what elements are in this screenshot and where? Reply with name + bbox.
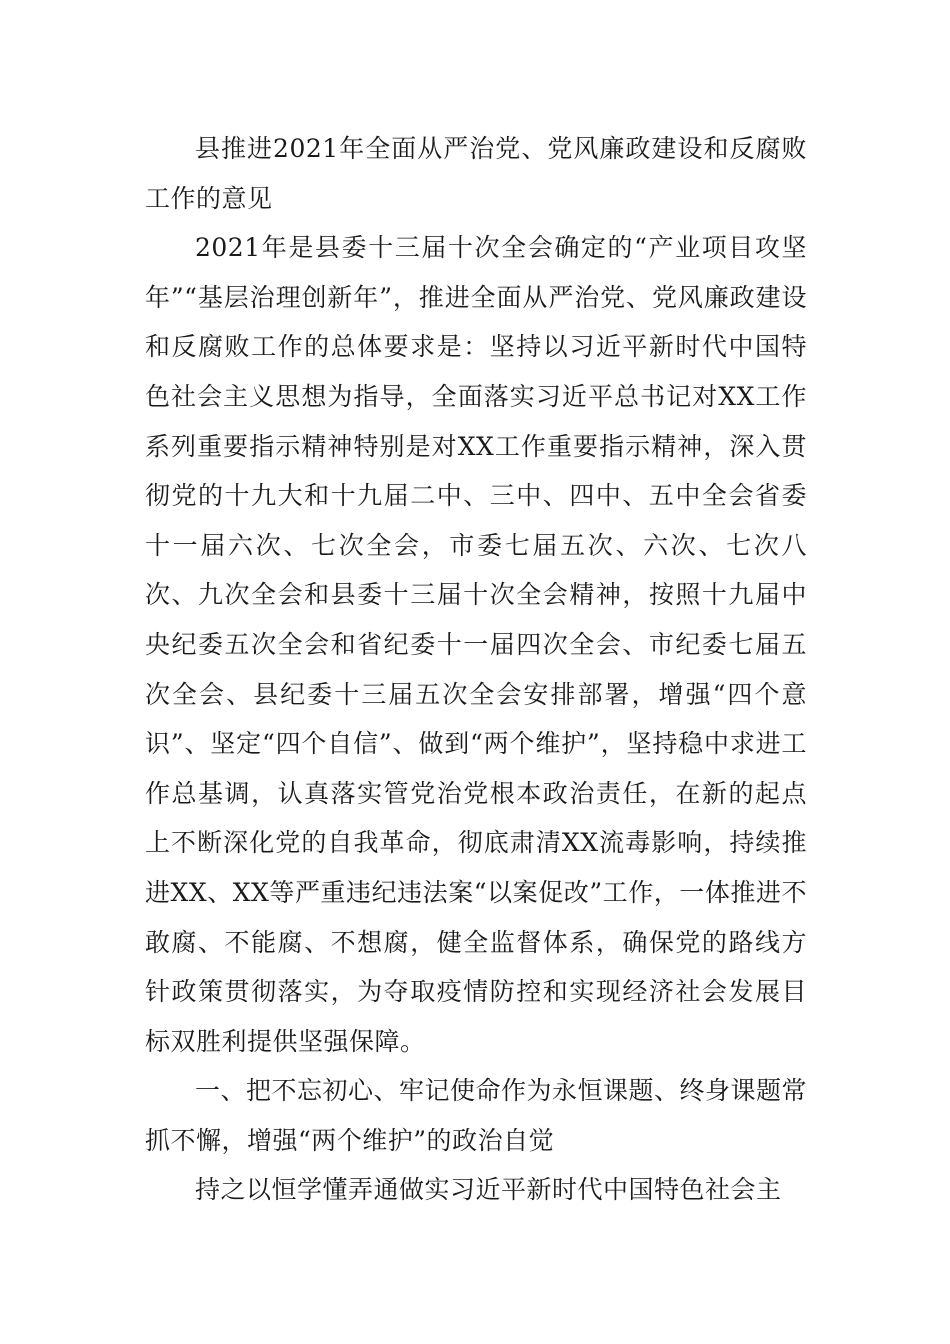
paragraph-intro: 2021年是县委十三届十次全会确定的“产业项目攻坚年”“基层治理创新年”，推进全面从严治党、党风廉政建设和反腐败工作的总体要求是：坚持以习近平新时代中国特色社会主义思想为指导，全面落实习近平总书记对XX工作系列重要指示精神特别是对XX工作重要指示精神，深入贯彻党的十九大和十九届二中、三中、四中、五中全会省委十一届六次、七次全会，市委七届五次、六次、七次八次、九次全会和县委十三届十次全会精神，按照十九届中央纪委五次全会和省纪委十一届四次全会、市纪委七届五次全会、县纪委十三届五次全会安排部署，增强“四个意识”、坚定“四个自信”、做到“两个维护”，坚持稳中求进工作总基调，认真落实管党治党根本政治责任，在新的起点上不断深化党的自我革命，彻底肃清XX流毒影响，持续推进XX、XX等严重违纪违法案“以案促改”工作，一体推进不敢腐、不能腐、不想腐，健全监督体系，确保党的路线方针政策贯彻落实，为夺取疫情防控和实现经济社会发展目标双胜利提供坚强保障。 [145, 233, 807, 1056]
document-title: 县推进2021年全面从严治党、党风廉政建设和反腐败工作的意见 [145, 134, 807, 213]
section-heading-1: 一、把不忘初心、牢记使命作为永恒课题、终身课题常抓不懈，增强“两个维护”的政治自觉 [145, 1076, 808, 1155]
document-body [145, 124, 807, 1215]
paragraph-section-1: 持之以恒学懂弄通做实习近平新时代中国特色社会主 [195, 1175, 782, 1205]
